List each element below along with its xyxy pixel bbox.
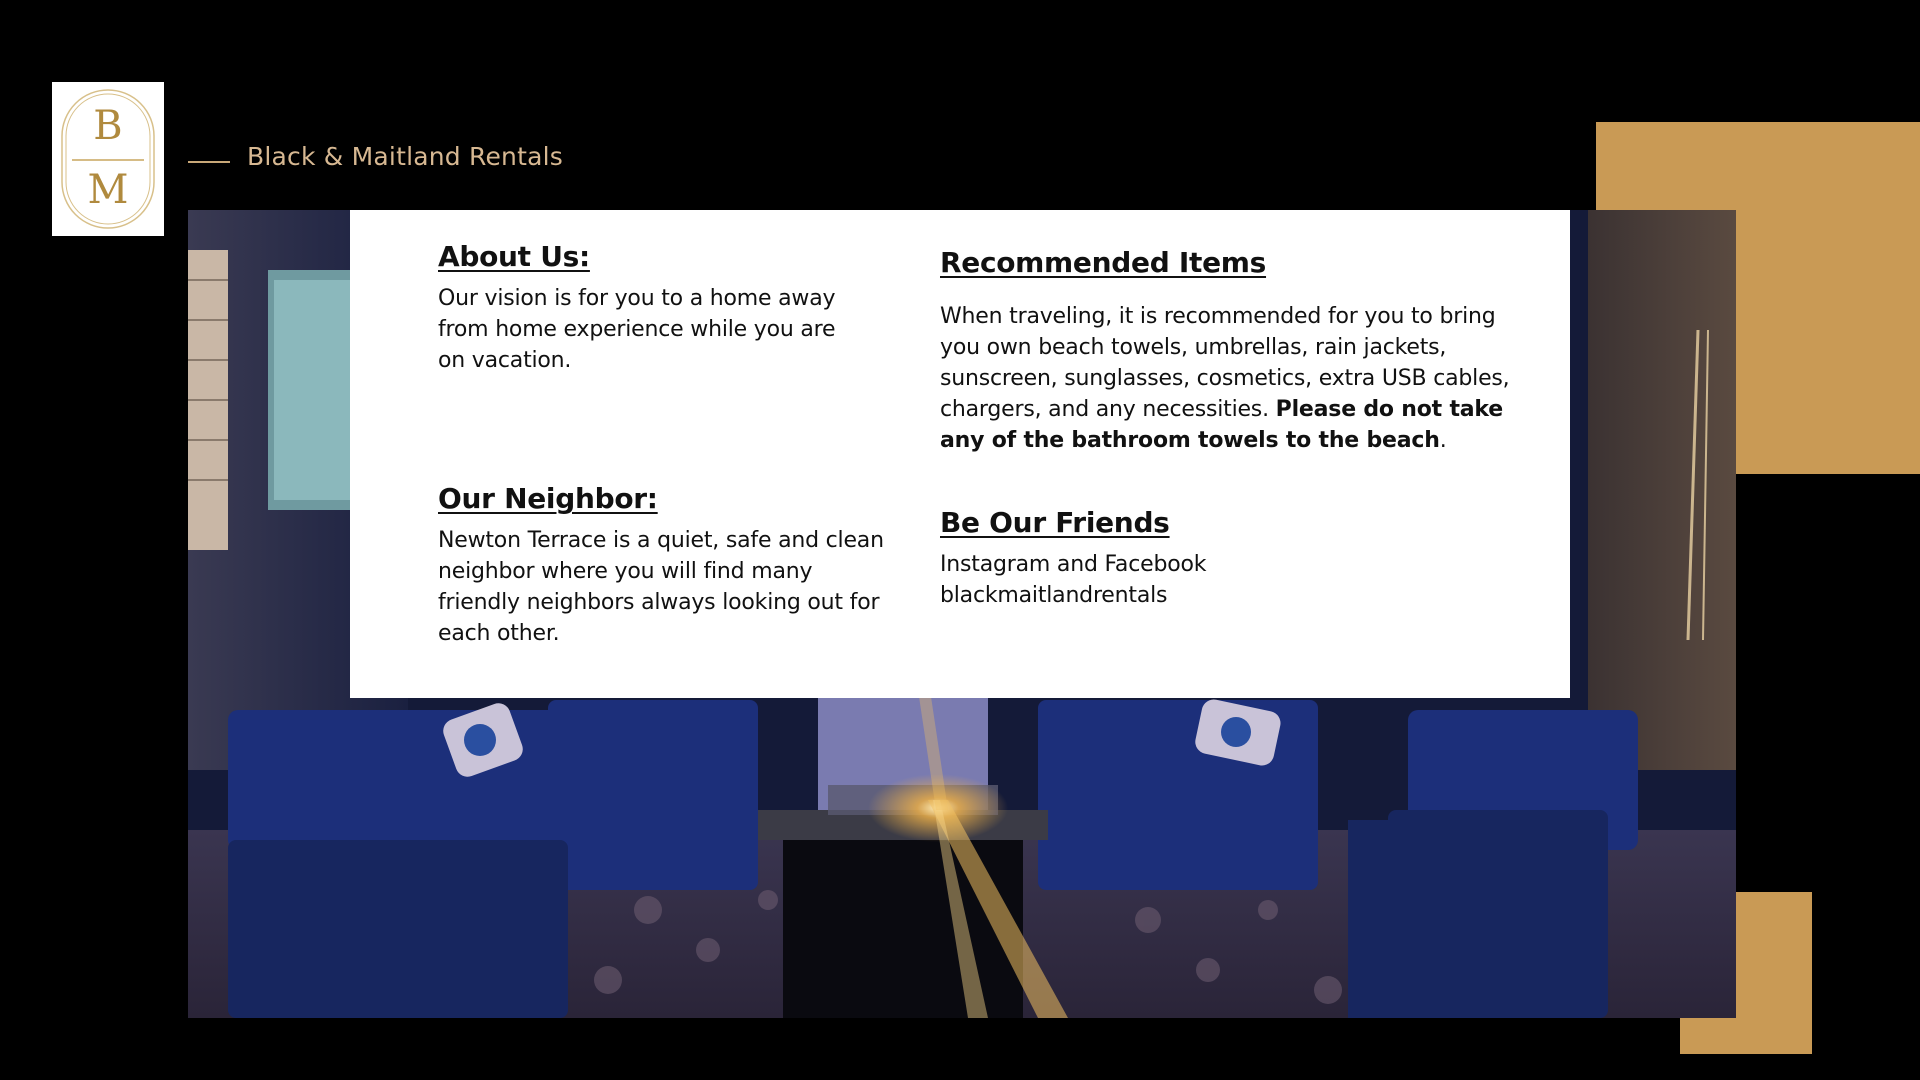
- friends-section: [940, 506, 1440, 611]
- recommended-heading: Recommended Items: [940, 246, 1267, 279]
- about-heading: About Us:: [438, 240, 590, 273]
- recommended-body: [940, 301, 1515, 456]
- friends-handle: blackmaitlandrentals: [940, 583, 1168, 608]
- recommended-body-bold: Please do not take any of the bathroom towels to the beach: [940, 397, 1503, 453]
- about-section: [438, 240, 858, 376]
- logo-letter-b: B: [93, 103, 123, 149]
- neighbor-body: Newton Terrace is a quiet, safe and clean neighbor where you will find many friendly neighbors always looking out for each other.: [438, 528, 884, 646]
- friends-heading: Be Our Friends: [940, 506, 1170, 539]
- about-body: Our vision is for you to a home away from home experience while you are on vacation.: [438, 286, 836, 373]
- recommended-body-text: When traveling, it is recommended for you to bring you own beach towels, umbrellas, rain jackets, sunscreen, sunglasses, cosmetics, extra USB cables, chargers, and any necessities.: [940, 304, 1510, 422]
- recommended-body-end: .: [1439, 428, 1447, 453]
- brand-name: Black & Maitland Rentals: [247, 142, 563, 171]
- friends-social-platforms: Instagram and Facebook: [940, 552, 1207, 577]
- brand-divider-line: [188, 161, 230, 163]
- logo-letter-m: M: [87, 167, 129, 213]
- brand-logo: [52, 82, 164, 236]
- neighbor-heading: Our Neighbor:: [438, 482, 658, 515]
- recommended-section: [940, 246, 1520, 456]
- neighbor-section: [438, 482, 888, 649]
- info-card: [350, 210, 1570, 698]
